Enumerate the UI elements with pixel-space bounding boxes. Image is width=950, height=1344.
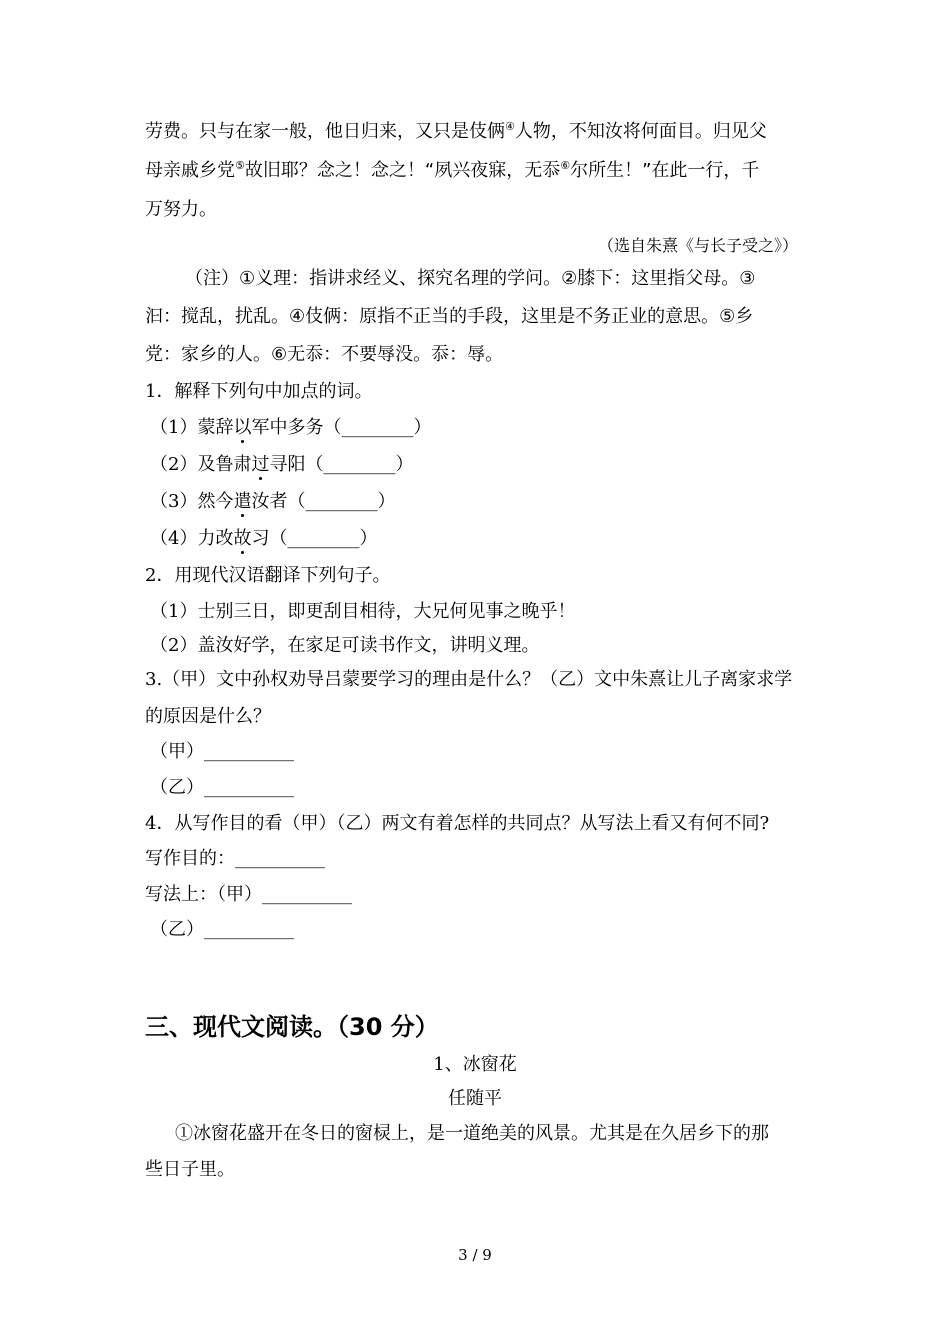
article-title: 1、冰窗花 [433, 1054, 517, 1075]
dotted-word: 故 [233, 528, 252, 549]
letter-line-1 [145, 120, 767, 144]
question-2-item-2: （2）盖汝好学，在家足可读书作文，讲明义理。 [150, 635, 540, 656]
text-run: 故旧耶？念之！念之！“夙兴夜寐，无忝 [244, 160, 561, 181]
text-run: 习（________） [251, 528, 378, 549]
question-2-item-1: （1）士别三日，即更刮目相待，大兄何见事之晚乎！ [150, 601, 576, 622]
section-heading: 三、现代文阅读。（30 分） [145, 1013, 439, 1041]
question-1-item [150, 490, 395, 514]
text-run: （3）然今 [150, 491, 234, 512]
letter-line-2 [145, 159, 759, 183]
question-4-method: 写法上：（甲）__________ [145, 884, 352, 905]
question-1-item [150, 527, 377, 551]
text-run: 军中多务（________） [251, 417, 432, 438]
letter-line-3: 万努力。 [145, 199, 217, 220]
source-citation: （选自朱熹《与长子受之》） [597, 236, 798, 255]
text-run: （4）力改 [150, 528, 234, 549]
dotted-word: 遣 [233, 491, 252, 512]
question-3-answer-jia: （甲）__________ [150, 741, 294, 762]
text-run: 母亲戚乡党 [145, 160, 235, 181]
notes-line-2: 汩：搅乱，扰乱。④伎俩：原指不正当的手段，这里是不务正业的意思。⑤乡 [145, 306, 754, 327]
page-number: 3 / 9 [458, 1246, 492, 1264]
question-1-item [150, 453, 413, 477]
text-run: 汝者（________） [251, 491, 396, 512]
dotted-word: 过 [251, 454, 270, 475]
text-run: 劳费。只与在家一般，他日归来，又只是伎俩 [145, 121, 505, 142]
question-4-purpose: 写作目的：__________ [145, 848, 325, 869]
question-1-stem: 1．解释下列句中加点的词。 [145, 381, 373, 402]
question-4-method-yi: （乙）__________ [150, 919, 294, 940]
text-run: （2）及鲁肃 [150, 454, 252, 475]
dotted-word: 以 [233, 417, 252, 438]
question-2-stem: 2．用现代汉语翻译下列句子。 [145, 565, 391, 586]
note-ref-4: ④ [505, 120, 515, 133]
question-1-item [150, 416, 431, 440]
text-run: 人物，不知汝将何面目。归见父 [514, 121, 767, 142]
notes-line-1: （注）①义理：指讲求经义、探究名理的学问。②膝下：这里指父母。③ [185, 268, 756, 289]
note-ref-6: ⑥ [560, 159, 571, 172]
text-run: 尔所生！”在此一行，千 [570, 160, 760, 181]
text-run: （1）蒙辞 [150, 417, 234, 438]
question-3-stem-line-2: 的原因是什么？ [145, 706, 271, 727]
question-3-answer-yi: （乙）__________ [150, 777, 294, 798]
notes-line-3: 党：家乡的人。⑥无忝：不要辱没。忝：辱。 [145, 344, 504, 365]
paragraph-1-line-2: 些日子里。 [145, 1159, 235, 1180]
paragraph-1-line-1: ①冰窗花盛开在冬日的窗棂上，是一道绝美的风景。尤其是在久居乡下的那 [175, 1123, 769, 1144]
note-ref-5: ⑤ [235, 159, 245, 172]
text-run: 寻阳（________） [269, 454, 414, 475]
article-author: 任随平 [448, 1088, 502, 1109]
question-4-stem: 4．从写作目的看（甲）（乙）两文有着怎样的共同点？从写法上看又有何不同? [145, 813, 770, 834]
question-3-stem-line-1: 3.（甲）文中孙权劝导吕蒙要学习的理由是什么？（乙）文中朱熹让儿子离家求学 [145, 669, 793, 690]
